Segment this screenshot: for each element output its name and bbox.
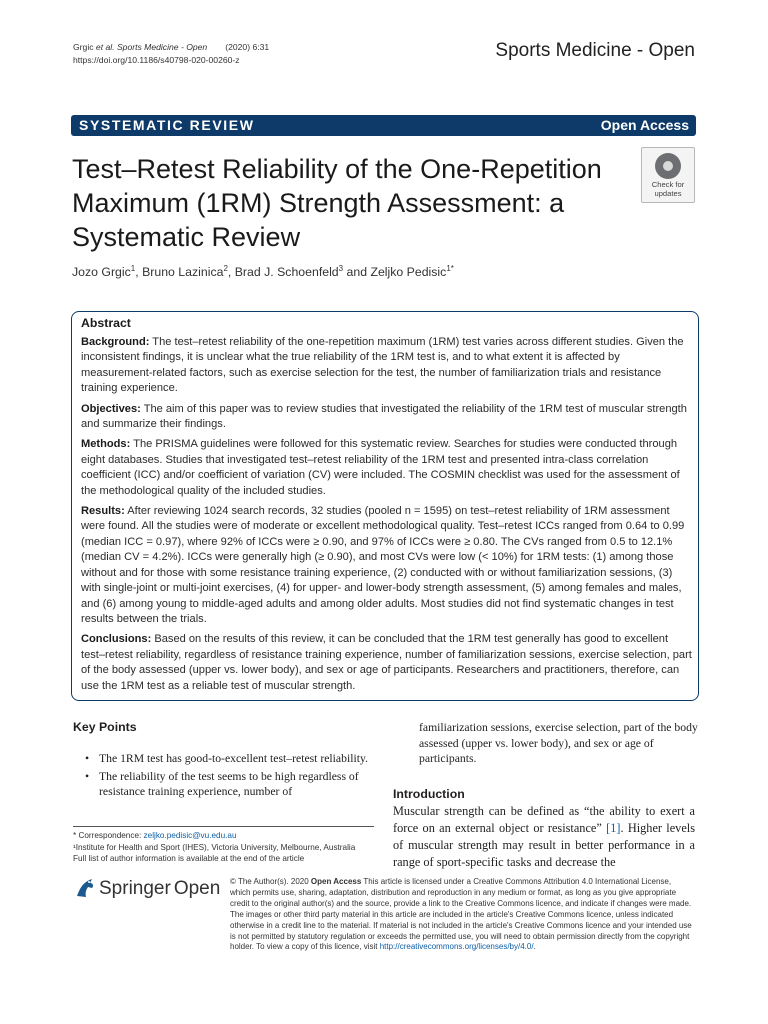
abstract-objectives: Objectives: The aim of this paper was to review studies that investigated the reliability of the 1RM test of muscular strength and summarize their findings. xyxy=(81,402,687,431)
author-name: Jozo Grgic xyxy=(72,265,131,280)
abstract-heading: Abstract xyxy=(81,316,131,330)
list-item: • The 1RM test has good-to-excellent test–retest reliability. xyxy=(73,751,378,767)
springer-horse-icon xyxy=(74,876,96,900)
footnote-divider xyxy=(73,826,374,827)
abstract-conclusions: Conclusions: Based on the results of this review, it can be concluded that the 1RM test generally has good to excellent test–retest reliability, regardless of resistance training experience, number of familiarization sessions, exercise selection, part of the body assessed (upper vs. lower body), and sex or age of participants. Researchers and practitioners, therefore, can use the 1RM test as a reliable test of muscular strength. xyxy=(81,633,692,692)
abstract-results: Results: After reviewing 1024 search records, 32 studies (pooled n = 1595) on test–retest reliability of 1RM assessment were found. All the studies were of moderate or excellent methodological quality. Test–retest ICCs ranged from 0.64 to 0.99 (median ICC = 0.97), where 92% of ICCs were ≥ 0.90, and 97% of ICCs were ≥ 0.80. The CVs ranged from 0.5 to 12.1% (median CV = 4.2%). ICCs were generally high (≥ 0.90), and most CVs were low (< 10%) for 1RM tests: (1) among those without and for those with some resistance training experience, (2) conducted with or without familiarization sessions, (3) with single-joint or multi-joint exercises, (4) for upper- and lower-body strength assessment, (5) among females and males, and (6) among young to middle-aged adults and among older adults. Most studies did not find systematic changes in test results between the trials. xyxy=(81,505,685,625)
introduction-paragraph: Muscular strength can be defined as “the ability to exert a force on an external object or resistance” [1]. Higher levels of muscular strength may result in better performance in a range of sport-specific tasks and decrease the xyxy=(393,804,695,869)
article-type: SYSTEMATIC REVIEW xyxy=(79,117,255,133)
check-for-updates-badge[interactable] xyxy=(641,147,695,203)
affiliation: ¹Institute for Health and Sport (IHES), Victoria University, Melbourne, Australia xyxy=(73,842,356,852)
author-name: Zeljko Pedisic xyxy=(370,265,447,280)
author-info-note: Full list of author information is available at the end of the article xyxy=(73,854,305,864)
bookmark-icon xyxy=(655,153,681,179)
correspondence-email[interactable]: zeljko.pedisic@vu.edu.au xyxy=(143,831,237,840)
doi-link[interactable]: https://doi.org/10.1186/s40798-020-00260-z xyxy=(73,54,240,65)
author-name: Bruno Lazinica xyxy=(142,265,224,280)
license-link[interactable]: http://creativecommons.org/licenses/by/4.0/ xyxy=(379,942,534,952)
open-access-label: Open Access xyxy=(600,117,689,133)
springer-open-logo: Springer Open xyxy=(99,878,221,899)
article-type-banner xyxy=(71,115,696,136)
list-item: • The reliability of the test seems to be high regardless of resistance training experience, number of xyxy=(73,769,378,800)
license-notice: © The Author(s). 2020 Open Access This article is licensed under a Creative Commons Attribution 4.0 International License, which permits use, sharing, adaptation, distribution and reproduction in any medium or format, as long as you give appropriate credit to the original author(s) and the source, provide a link to the Creative Commons licence, and indicate if changes were made. The images or other third party material in this article are included in the article's Creative Commons licence, unless indicated otherwise in a credit line to the material. If material is not included in the article's Creative Commons licence and your intended use is not permitted by statutory regulation or exceeds the permitted use, you will need to obtain permission directly from the copyright holder. To view a copy of this licence, visit http://creativecommons.org/licenses/by/4.0/. xyxy=(230,877,692,952)
key-points-heading: Key Points xyxy=(73,720,137,734)
key-points-continuation: familiarization sessions, exercise selection, part of the body assessed (upper vs. lower body), and sex or age of participants. xyxy=(419,721,698,766)
author-name: Brad J. Schoenfeld xyxy=(234,265,339,280)
reference-link[interactable]: [1] xyxy=(606,821,621,835)
author-list: Jozo Grgic$^1$, Bruno Lazinica$^2$, Brad J. Schoenfeld$^3$ and Zeljko Pedisic$^{1*}$ xyxy=(72,264,454,280)
abstract-background: Background: The test–retest reliability of the one-repetition maximum (1RM) test varies across different studies. Given the inconsistent findings, it is unclear what the true reliability of the 1RM test is, and to what extent it is affected by measurement-related factors, such as exercise selection for the test, the number of familiarization trials and resistance training experience. xyxy=(81,336,684,395)
citation-header xyxy=(73,41,269,66)
key-points-list xyxy=(73,751,378,802)
introduction-heading: Introduction xyxy=(393,787,465,801)
check-for-updates-text: Check for updates xyxy=(651,180,685,198)
article-title: Test–Retest Reliability of the One-Repetition Maximum (1RM) Strength Assessment: a Systematic Review xyxy=(72,154,602,252)
journal-name: Sports Medicine - Open xyxy=(495,40,695,61)
abstract-methods: Methods: The PRISMA guidelines were followed for this systematic review. Searches for studies were conducted through eight databases. Studies that investigated test–retest reliability of the 1RM test and presented intra-class correlation coefficient (ICC) and/or coefficient of variation (CV) were included. The COSMIN checklist was used for the assessment of the methodological quality of the included studies. xyxy=(81,438,680,497)
citation-year: (2020) 6:31 xyxy=(225,42,270,52)
abstract-box xyxy=(71,311,699,701)
citation-authors: Grgic xyxy=(73,42,96,52)
citation-journal: et al. Sports Medicine - Open xyxy=(95,42,208,52)
footnote: * Correspondence: zeljko.pedisic@vu.edu.au ¹Institute for Health and Sport (IHES), Victoria University, Melbourne, Australia Full list of author information is available at the end of the article xyxy=(73,831,356,864)
